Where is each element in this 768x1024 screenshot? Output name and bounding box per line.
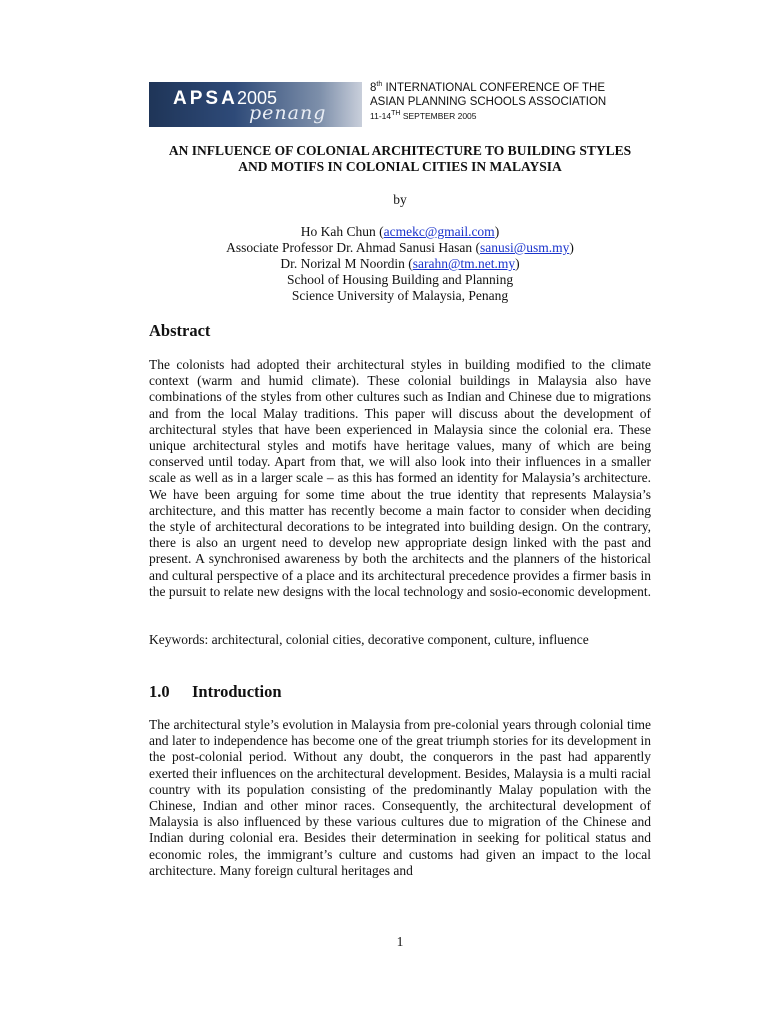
affiliation-university: Science University of Malaysia, Penang <box>291 288 509 303</box>
abstract-heading: Abstract <box>149 321 211 340</box>
introduction-paragraph: The architectural style’s evolution in Malaysia from pre-colonial years through colonial time and later to independence has become one of the great triumph stories for its development in the post-colonial period. Without any doubt, the conquerors in the past had apparently exerted their influences on the architectural development. Besides, Malaysia is a multi racial country with its population consisting of the predominantly Malay population with the Chinese, Indian and other minor races. Consequently, the architectural development of Malaysia is also influenced by these various cultures due to migration of the Chinese and Indian during colonial era. Besides their determination in seeking for political status and economic roles, the immigrant’s culture and customs had given an impact to the local architecture. Many foreign cultural heritages and <box>149 717 651 878</box>
apsa-2005-penang-logo <box>149 82 362 127</box>
author-1: Ho Kah Chun (acmekc@gmail.com) <box>300 224 500 239</box>
paper-title-line-1: AN INFLUENCE OF COLONIAL ARCHITECTURE TO BUILDING STYLES <box>168 143 632 158</box>
logo-city-text: penang <box>249 102 327 124</box>
conference-line-2: ASIAN PLANNING SCHOOLS ASSOCIATION <box>370 96 607 108</box>
author-3: Dr. Norizal M Noordin (sarahn@tm.net.my) <box>280 256 520 271</box>
section-number: 1.0 <box>149 682 170 701</box>
section-title: Introduction <box>192 682 282 701</box>
keywords-line: Keywords: architectural, colonial cities, decorative component, culture, influence <box>149 632 589 647</box>
author-3-email-link[interactable]: sarahn@tm.net.my <box>412 256 516 271</box>
logo-year-text: 2005 <box>237 88 278 108</box>
conference-info <box>370 81 606 123</box>
abstract-paragraph: The colonists had adopted their architectural styles in building modified to the climate context (warm and humid climate). These colonial buildings in Malaysia also have combinations of the styles from other cultures such as Indian and Chinese due to migrations and from the local Malay traditions. This paper will discuss about the development of architectural styles that have been experienced in Malaysia since the colonial era. These unique architectural styles and motifs have heritage values, many of which are being conserved until today. Apart from that, we will also look into their influences in a smaller scale as well as in a larger scale – as this has formed an identity for Malaysia’s architecture. We have been arguing for some time about the true identity that represents Malaysia’s architecture, and this matter has recently become a main factor to consider when deciding the style of architectural decorations to be integrated into building design. On the contrary, there is also an urgent need to develop new appropriate design linked with the past and present. A synchronised awareness by both the architects and the planners of the historical and cultural perspective of a place and its architectural precedence provides a firmer basis in the pursuit to relate new designs with the local technology and sosio-economic development. <box>149 357 651 599</box>
affiliation-school: School of Housing Building and Planning <box>286 272 514 287</box>
paper-title <box>100 143 700 175</box>
author-1-email-link[interactable]: acmekc@gmail.com <box>383 224 495 239</box>
by-line: by <box>393 192 407 207</box>
conference-line-1: 8th INTERNATIONAL CONFERENCE OF THE <box>370 81 606 94</box>
paper-title-line-2: AND MOTIFS IN COLONIAL CITIES IN MALAYSIA <box>238 159 562 174</box>
author-2-email-link[interactable]: sanusi@usm.my <box>480 240 570 255</box>
conference-dates: 11-14TH SEPTEMBER 2005 <box>370 110 477 121</box>
logo-apsa-text: APSA <box>173 88 238 109</box>
author-2: Associate Professor Dr. Ahmad Sanusi Hasan (sanusi@usm.my) <box>226 240 574 255</box>
page-number: 1 <box>396 934 404 949</box>
